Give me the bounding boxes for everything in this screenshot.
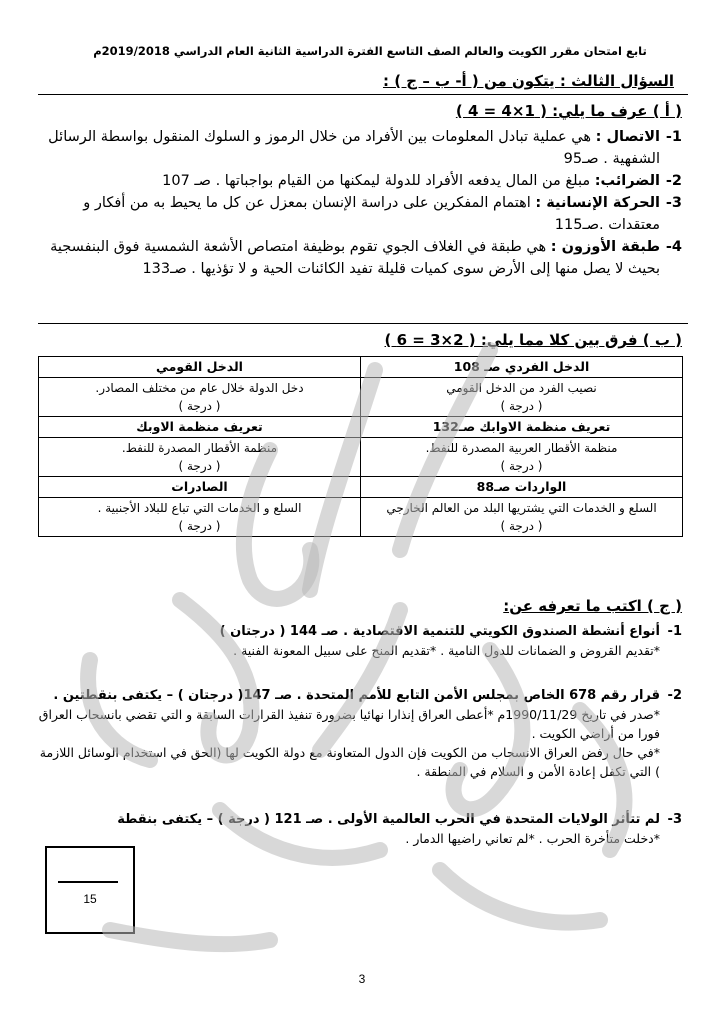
table-cell: منظمة الأقطار العربية المصدرة للنفط. ( درجة ) bbox=[361, 438, 683, 477]
exam-header: تابع امتحان مقرر الكويت والعالم الصف التاسع الفترة الدراسية الثانية العام الدراسي 2019/2018م bbox=[93, 44, 647, 58]
definition-text: هي طبقة في الغلاف الجوي تقوم بوظيفة امتصاص الأشعة الشمسية فوق البنفسجية بحيث لا يصل منها إلى الأرض سوى كميات قليلة تفيد الكائنات الحية و لا تؤذيها . صـ133 bbox=[50, 239, 660, 277]
table-cell: منظمة الأقطار المصدرة للنفط. ( درجة ) bbox=[39, 438, 361, 477]
definition-item: 1- الاتصال : هي عملية تبادل المعلومات بين الأفراد من خلال الرموز و السلوك المنقول بواسطة الرسائل الشفهية . صـ95 bbox=[48, 129, 682, 167]
comparison-table bbox=[38, 356, 683, 537]
part-c-question-1: 1- أنواع أنشطة الصندوق الكويتي للتنمية الاقتصادية . صـ 144 ( درجتان ) *تقديم القروض و الضمانات للدول النامية . *تقديم المنح على سبيل المعونة الفنية . bbox=[37, 622, 682, 660]
table-row bbox=[39, 417, 683, 438]
divider-top bbox=[38, 94, 688, 95]
table-cell: نصيب الفرد من الدخل القومي ( درجة ) bbox=[361, 378, 683, 417]
part-a-title: ( أ ) عرف ما يلي: ( 1×4 = 4 ) bbox=[455, 102, 682, 120]
question-title: السؤال الثالث : يتكون من ( أ- ب – ج ) : bbox=[382, 72, 674, 90]
table-cell: تعريف منظمة الاوبك bbox=[39, 417, 361, 438]
table-cell: الواردات صـ88 bbox=[361, 477, 683, 498]
score-divider bbox=[58, 881, 118, 883]
score-value: 15 bbox=[83, 892, 97, 906]
part-c-title: ( ج ) اكتب ما تعرفه عن: bbox=[503, 597, 682, 615]
term: الحركة الإنسانية : bbox=[535, 195, 660, 211]
table-cell: السلع و الخدمات التي تباع للبلاد الأجنبية . ( درجة ) bbox=[39, 498, 361, 537]
term: الاتصال : bbox=[595, 129, 660, 145]
table-cell: الصادرات bbox=[39, 477, 361, 498]
definition-text: هي عملية تبادل المعلومات بين الأفراد من خلال الرموز و السلوك المنقول بواسطة الرسائل الشفهية . صـ95 bbox=[48, 129, 660, 167]
page-number: 3 bbox=[358, 972, 366, 986]
table-cell: دخل الدولة خلال عام من مختلف المصادر. ( درجة ) bbox=[39, 378, 361, 417]
table-row bbox=[39, 378, 683, 417]
table-row bbox=[39, 498, 683, 537]
term: طبقة الأوزون : bbox=[550, 239, 660, 255]
table-cell: تعريف منظمة الاوابك صـ132 bbox=[361, 417, 683, 438]
definition-item: 4- طبقة الأوزون : هي طبقة في الغلاف الجوي تقوم بوظيفة امتصاص الأشعة الشمسية فوق البنفسجية بحيث لا يصل منها إلى الأرض سوى كميات قليلة تفيد الكائنات الحية و لا تؤذيها . صـ133 bbox=[50, 239, 682, 277]
answer-text: *دخلت متأخرة الحرب . *لم تعاني راضيها الدمار . bbox=[405, 831, 660, 846]
definition-item: 2- الضرائب: مبلغ من المال يدفعه الأفراد للدولة ليمكنها من القيام بواجباتها . صـ 107 bbox=[162, 173, 682, 189]
term: الضرائب: bbox=[594, 173, 660, 189]
table-row bbox=[39, 477, 683, 498]
part-c-question-3: 3- لم تتأثر الولايات المتحدة في الحرب العالمية الأولى . صـ 121 ( درجة ) – يكتفى بنقطة *دخلت متأخرة الحرب . *لم تعاني راضيها الدمار . bbox=[37, 810, 682, 848]
answer-text: *صدر في تاريخ 1990/11/29م *أعطى العراق إنذارا نهائيا بضرورة تنفيذ القرارات السابقة و التي تقضي بانسحاب العراق فورا من أراضي الكويت . bbox=[38, 707, 660, 741]
table-row bbox=[39, 357, 683, 378]
definition-text: اهتمام المفكرين على دراسة الإنسان بمعزل عن كل ما يحيط به من أفكار و معتقدات .صـ115 bbox=[83, 195, 660, 233]
definitions-list bbox=[42, 126, 682, 280]
definition-text: مبلغ من المال يدفعه الأفراد للدولة ليمكنها من القيام بواجباتها . صـ 107 bbox=[162, 173, 595, 189]
score-box bbox=[45, 846, 135, 934]
definition-item: 3- الحركة الإنسانية : اهتمام المفكرين على دراسة الإنسان بمعزل عن كل ما يحيط به من أفكار و معتقدات .صـ115 bbox=[83, 195, 682, 233]
part-c-question-2: 2- قرار رقم 678 الخاص بمجلس الأمن التابع للأمم المتحدة . صـ 147( درجتان ) – يكتفى بنقطتين . *صدر في تاريخ 1990/11/29م *أعطى العراق إنذارا نهائيا بضرورة تنفيذ القرارات السابقة و التي تقضي بانسحاب العراق فورا من أراضي الكويت . *في حال رفض العراق الانسحاب من الكويت فإن الدول المتعاونة مع دولة الكويت لها (الحق في استخدام الوسائل اللازمة ) التي تكفل إعادة الأمن و السلام في المنطقة . bbox=[38, 688, 682, 779]
table-row bbox=[39, 438, 683, 477]
part-b-title: ( ب ) فرق بين كلا مما يلي: ( 2×3 = 6 ) bbox=[384, 331, 682, 349]
table-cell: الدخل القومي bbox=[39, 357, 361, 378]
answer-text: *تقديم القروض و الضمانات للدول النامية . *تقديم المنح على سبيل المعونة الفنية . bbox=[233, 643, 660, 658]
table-cell: السلع و الخدمات التي يشتريها البلد من العالم الخارجي ( درجة ) bbox=[361, 498, 683, 537]
divider-a-b bbox=[38, 323, 688, 324]
table-cell: الدخل الفردي صـ 108 bbox=[361, 357, 683, 378]
answer-text: *في حال رفض العراق الانسحاب من الكويت فإن الدول المتعاونة مع دولة الكويت لها (الحق في استخدام الوسائل اللازمة ) التي تكفل إعادة الأمن و السلام في المنطقة . bbox=[39, 745, 660, 779]
